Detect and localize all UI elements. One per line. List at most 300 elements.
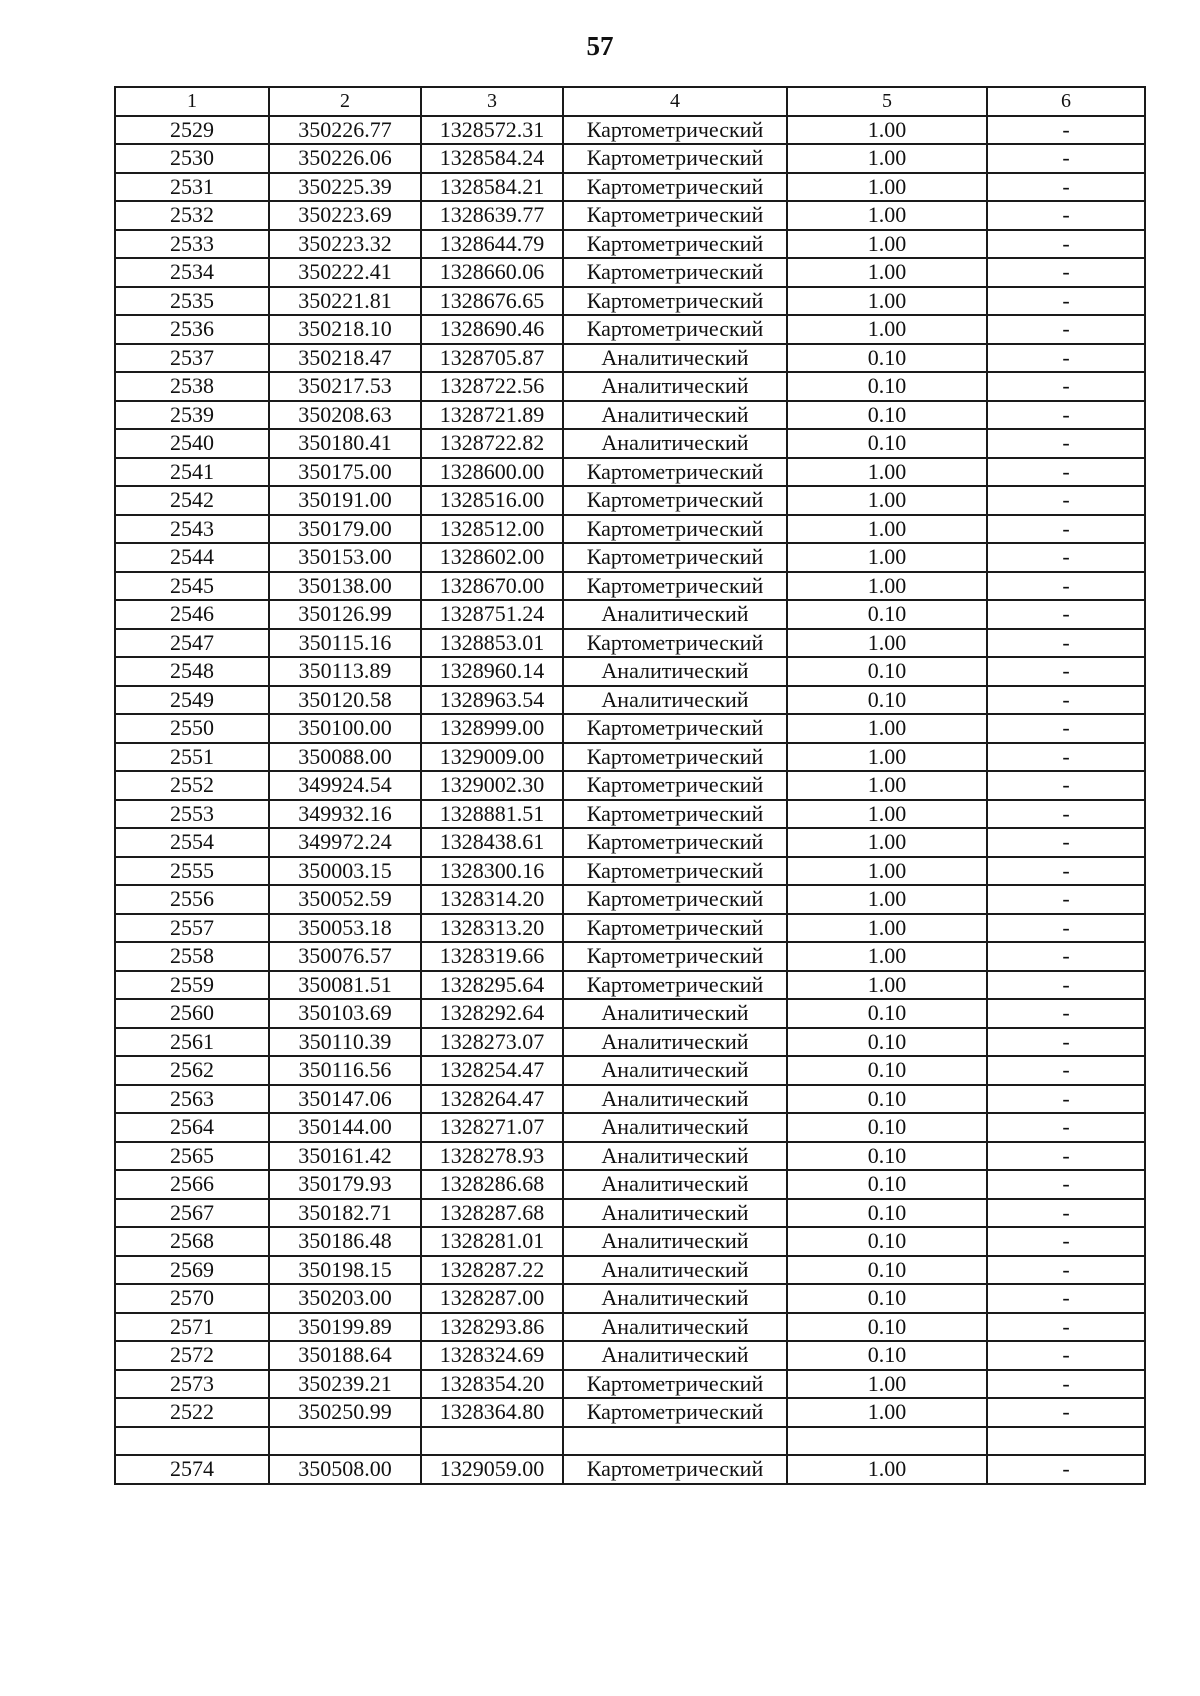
note-cell: - [987, 1085, 1145, 1114]
x-coordinate-cell: 350199.89 [269, 1313, 421, 1342]
x-coordinate-cell: 350161.42 [269, 1142, 421, 1171]
accuracy-cell: 1.00 [787, 857, 987, 886]
x-coordinate-cell: 350053.18 [269, 914, 421, 943]
point-number-cell: 2529 [115, 116, 269, 145]
accuracy-cell: 0.10 [787, 600, 987, 629]
note-cell: - [987, 1256, 1145, 1285]
point-number-cell: 2546 [115, 600, 269, 629]
table-row [115, 1341, 1145, 1370]
table-row [115, 401, 1145, 430]
x-coordinate-cell: 350198.15 [269, 1256, 421, 1285]
y-coordinate-cell: 1328354.20 [421, 1370, 563, 1399]
method-cell: Аналитический [563, 429, 787, 458]
point-number-cell: 2563 [115, 1085, 269, 1114]
accuracy-cell [787, 1427, 987, 1456]
accuracy-cell: 0.10 [787, 1284, 987, 1313]
method-cell: Картометрический [563, 458, 787, 487]
method-cell: Аналитический [563, 1113, 787, 1142]
note-cell: - [987, 230, 1145, 259]
table-row [115, 1227, 1145, 1256]
method-cell: Аналитический [563, 344, 787, 373]
y-coordinate-cell: 1328690.46 [421, 315, 563, 344]
point-number-cell: 2543 [115, 515, 269, 544]
method-cell: Картометрический [563, 942, 787, 971]
y-coordinate-cell: 1329002.30 [421, 771, 563, 800]
method-cell: Картометрический [563, 287, 787, 316]
table-row [115, 942, 1145, 971]
y-coordinate-cell: 1329059.00 [421, 1455, 563, 1484]
accuracy-cell: 0.10 [787, 1256, 987, 1285]
x-coordinate-cell: 350175.00 [269, 458, 421, 487]
y-coordinate-cell: 1328999.00 [421, 714, 563, 743]
y-coordinate-cell: 1328364.80 [421, 1398, 563, 1427]
x-coordinate-cell: 350188.64 [269, 1341, 421, 1370]
note-cell: - [987, 743, 1145, 772]
table-row [115, 1398, 1145, 1427]
x-coordinate-cell: 350225.39 [269, 173, 421, 202]
accuracy-cell: 1.00 [787, 1398, 987, 1427]
x-coordinate-cell: 350103.69 [269, 999, 421, 1028]
table-row [115, 800, 1145, 829]
method-cell: Картометрический [563, 914, 787, 943]
accuracy-cell: 1.00 [787, 230, 987, 259]
y-coordinate-cell: 1328281.01 [421, 1227, 563, 1256]
x-coordinate-cell: 350203.00 [269, 1284, 421, 1313]
method-cell: Аналитический [563, 401, 787, 430]
note-cell: - [987, 486, 1145, 515]
point-number-cell: 2551 [115, 743, 269, 772]
point-number-cell: 2571 [115, 1313, 269, 1342]
method-cell: Картометрический [563, 258, 787, 287]
point-number-cell: 2533 [115, 230, 269, 259]
table-row [115, 999, 1145, 1028]
accuracy-cell: 1.00 [787, 515, 987, 544]
accuracy-cell: 0.10 [787, 1113, 987, 1142]
y-coordinate-cell: 1328516.00 [421, 486, 563, 515]
point-number-cell: 2569 [115, 1256, 269, 1285]
y-coordinate-cell: 1328293.86 [421, 1313, 563, 1342]
accuracy-cell: 0.10 [787, 999, 987, 1028]
method-cell: Картометрический [563, 315, 787, 344]
y-coordinate-cell: 1329009.00 [421, 743, 563, 772]
note-cell [987, 1427, 1145, 1456]
point-number-cell: 2536 [115, 315, 269, 344]
y-coordinate-cell: 1328721.89 [421, 401, 563, 430]
method-cell: Аналитический [563, 999, 787, 1028]
point-number-cell: 2555 [115, 857, 269, 886]
accuracy-cell: 1.00 [787, 315, 987, 344]
table-row [115, 1284, 1145, 1313]
x-coordinate-cell: 350088.00 [269, 743, 421, 772]
y-coordinate-cell: 1328313.20 [421, 914, 563, 943]
point-number-cell: 2566 [115, 1170, 269, 1199]
table-row [115, 201, 1145, 230]
note-cell: - [987, 1056, 1145, 1085]
method-cell: Картометрический [563, 1398, 787, 1427]
accuracy-cell: 1.00 [787, 486, 987, 515]
accuracy-cell: 1.00 [787, 572, 987, 601]
table-header-row [115, 87, 1145, 116]
method-cell: Аналитический [563, 1227, 787, 1256]
accuracy-cell: 1.00 [787, 287, 987, 316]
method-cell: Картометрический [563, 543, 787, 572]
accuracy-cell: 0.10 [787, 1170, 987, 1199]
method-cell: Картометрический [563, 714, 787, 743]
table-row [115, 287, 1145, 316]
table-row [115, 572, 1145, 601]
table-row [115, 429, 1145, 458]
note-cell: - [987, 1455, 1145, 1484]
x-coordinate-cell: 350147.06 [269, 1085, 421, 1114]
y-coordinate-cell: 1328286.68 [421, 1170, 563, 1199]
note-cell: - [987, 714, 1145, 743]
y-coordinate-cell: 1328512.00 [421, 515, 563, 544]
point-number-cell: 2559 [115, 971, 269, 1000]
x-coordinate-cell: 350222.41 [269, 258, 421, 287]
point-number-cell: 2544 [115, 543, 269, 572]
x-coordinate-cell: 350508.00 [269, 1455, 421, 1484]
y-coordinate-cell: 1328881.51 [421, 800, 563, 829]
table-row [115, 1028, 1145, 1057]
y-coordinate-cell: 1328639.77 [421, 201, 563, 230]
method-cell: Аналитический [563, 372, 787, 401]
method-cell: Картометрический [563, 828, 787, 857]
accuracy-cell: 1.00 [787, 116, 987, 145]
y-coordinate-cell: 1328676.65 [421, 287, 563, 316]
table-body [115, 116, 1145, 1484]
point-number-cell: 2550 [115, 714, 269, 743]
y-coordinate-cell: 1328600.00 [421, 458, 563, 487]
y-coordinate-cell: 1328254.47 [421, 1056, 563, 1085]
column-header-6: 6 [987, 87, 1145, 116]
method-cell: Аналитический [563, 1284, 787, 1313]
note-cell: - [987, 144, 1145, 173]
note-cell: - [987, 1113, 1145, 1142]
x-coordinate-cell: 350120.58 [269, 686, 421, 715]
note-cell: - [987, 629, 1145, 658]
accuracy-cell: 1.00 [787, 771, 987, 800]
note-cell: - [987, 1227, 1145, 1256]
note-cell: - [987, 1170, 1145, 1199]
x-coordinate-cell: 350179.93 [269, 1170, 421, 1199]
y-coordinate-cell: 1328287.00 [421, 1284, 563, 1313]
accuracy-cell: 1.00 [787, 914, 987, 943]
accuracy-cell: 1.00 [787, 885, 987, 914]
table-row [115, 714, 1145, 743]
point-number-cell: 2561 [115, 1028, 269, 1057]
method-cell [563, 1427, 787, 1456]
method-cell: Аналитический [563, 1256, 787, 1285]
point-number-cell: 2542 [115, 486, 269, 515]
point-number-cell: 2564 [115, 1113, 269, 1142]
x-coordinate-cell: 350226.77 [269, 116, 421, 145]
column-header-5: 5 [787, 87, 987, 116]
table-row [115, 1313, 1145, 1342]
accuracy-cell: 1.00 [787, 258, 987, 287]
x-coordinate-cell: 350186.48 [269, 1227, 421, 1256]
table-row [115, 857, 1145, 886]
point-number-cell: 2565 [115, 1142, 269, 1171]
method-cell: Картометрический [563, 116, 787, 145]
x-coordinate-cell: 350113.89 [269, 657, 421, 686]
accuracy-cell: 0.10 [787, 1028, 987, 1057]
note-cell: - [987, 572, 1145, 601]
table-row [115, 1455, 1145, 1484]
x-coordinate-cell: 349924.54 [269, 771, 421, 800]
point-number-cell: 2531 [115, 173, 269, 202]
y-coordinate-cell: 1328853.01 [421, 629, 563, 658]
table-row [115, 315, 1145, 344]
note-cell: - [987, 942, 1145, 971]
x-coordinate-cell: 350100.00 [269, 714, 421, 743]
y-coordinate-cell: 1328324.69 [421, 1341, 563, 1370]
point-number-cell: 2541 [115, 458, 269, 487]
table-row [115, 515, 1145, 544]
accuracy-cell: 0.10 [787, 1227, 987, 1256]
note-cell: - [987, 372, 1145, 401]
x-coordinate-cell: 350223.69 [269, 201, 421, 230]
accuracy-cell: 0.10 [787, 1142, 987, 1171]
accuracy-cell: 0.10 [787, 401, 987, 430]
table-row [115, 116, 1145, 145]
y-coordinate-cell: 1328602.00 [421, 543, 563, 572]
table-row [115, 1199, 1145, 1228]
note-cell: - [987, 686, 1145, 715]
table-row [115, 1256, 1145, 1285]
x-coordinate-cell [269, 1427, 421, 1456]
method-cell: Картометрический [563, 144, 787, 173]
table-row [115, 1056, 1145, 1085]
point-number-cell: 2534 [115, 258, 269, 287]
table-row [115, 1142, 1145, 1171]
note-cell: - [987, 258, 1145, 287]
table-row [115, 743, 1145, 772]
y-coordinate-cell: 1328264.47 [421, 1085, 563, 1114]
point-number-cell: 2539 [115, 401, 269, 430]
accuracy-cell: 0.10 [787, 686, 987, 715]
method-cell: Аналитический [563, 1170, 787, 1199]
x-coordinate-cell: 350144.00 [269, 1113, 421, 1142]
column-header-2: 2 [269, 87, 421, 116]
table-row [115, 1085, 1145, 1114]
y-coordinate-cell: 1328278.93 [421, 1142, 563, 1171]
note-cell: - [987, 971, 1145, 1000]
accuracy-cell: 0.10 [787, 1085, 987, 1114]
note-cell: - [987, 1398, 1145, 1427]
y-coordinate-cell: 1328572.31 [421, 116, 563, 145]
method-cell: Картометрический [563, 230, 787, 259]
point-number-cell: 2558 [115, 942, 269, 971]
table-row [115, 458, 1145, 487]
point-number-cell: 2567 [115, 1199, 269, 1228]
point-number-cell: 2552 [115, 771, 269, 800]
y-coordinate-cell: 1328287.68 [421, 1199, 563, 1228]
note-cell: - [987, 600, 1145, 629]
y-coordinate-cell: 1328271.07 [421, 1113, 563, 1142]
note-cell: - [987, 287, 1145, 316]
x-coordinate-cell: 350226.06 [269, 144, 421, 173]
accuracy-cell: 1.00 [787, 800, 987, 829]
method-cell: Картометрический [563, 771, 787, 800]
accuracy-cell: 1.00 [787, 201, 987, 230]
x-coordinate-cell: 349972.24 [269, 828, 421, 857]
y-coordinate-cell: 1328300.16 [421, 857, 563, 886]
method-cell: Картометрический [563, 885, 787, 914]
accuracy-cell: 0.10 [787, 1341, 987, 1370]
y-coordinate-cell: 1328295.64 [421, 971, 563, 1000]
accuracy-cell: 1.00 [787, 1455, 987, 1484]
y-coordinate-cell: 1328751.24 [421, 600, 563, 629]
note-cell: - [987, 999, 1145, 1028]
x-coordinate-cell: 350182.71 [269, 1199, 421, 1228]
table-row [115, 1427, 1145, 1456]
accuracy-cell: 0.10 [787, 1313, 987, 1342]
note-cell: - [987, 828, 1145, 857]
y-coordinate-cell: 1328438.61 [421, 828, 563, 857]
note-cell: - [987, 116, 1145, 145]
point-number-cell: 2557 [115, 914, 269, 943]
point-number-cell: 2535 [115, 287, 269, 316]
y-coordinate-cell: 1328292.64 [421, 999, 563, 1028]
note-cell: - [987, 173, 1145, 202]
table-row [115, 629, 1145, 658]
point-number-cell: 2532 [115, 201, 269, 230]
point-number-cell: 2522 [115, 1398, 269, 1427]
method-cell: Аналитический [563, 1028, 787, 1057]
x-coordinate-cell: 349932.16 [269, 800, 421, 829]
method-cell: Аналитический [563, 1341, 787, 1370]
accuracy-cell: 1.00 [787, 1370, 987, 1399]
table-row [115, 173, 1145, 202]
page-number: 57 [586, 31, 614, 61]
accuracy-cell: 1.00 [787, 828, 987, 857]
y-coordinate-cell: 1328319.66 [421, 942, 563, 971]
method-cell: Аналитический [563, 600, 787, 629]
method-cell: Аналитический [563, 686, 787, 715]
table-row [115, 885, 1145, 914]
accuracy-cell: 1.00 [787, 942, 987, 971]
table-row [115, 230, 1145, 259]
x-coordinate-cell: 350217.53 [269, 372, 421, 401]
y-coordinate-cell: 1328287.22 [421, 1256, 563, 1285]
table-row [115, 144, 1145, 173]
point-number-cell: 2572 [115, 1341, 269, 1370]
table-row [115, 1170, 1145, 1199]
note-cell: - [987, 201, 1145, 230]
y-coordinate-cell: 1328722.82 [421, 429, 563, 458]
method-cell: Картометрический [563, 743, 787, 772]
accuracy-cell: 1.00 [787, 173, 987, 202]
x-coordinate-cell: 350179.00 [269, 515, 421, 544]
y-coordinate-cell: 1328960.14 [421, 657, 563, 686]
x-coordinate-cell: 350110.39 [269, 1028, 421, 1057]
accuracy-cell: 1.00 [787, 743, 987, 772]
point-number-cell: 2549 [115, 686, 269, 715]
note-cell: - [987, 914, 1145, 943]
y-coordinate-cell: 1328670.00 [421, 572, 563, 601]
note-cell: - [987, 1284, 1145, 1313]
x-coordinate-cell: 350250.99 [269, 1398, 421, 1427]
point-number-cell [115, 1427, 269, 1456]
point-number-cell: 2574 [115, 1455, 269, 1484]
method-cell: Картометрический [563, 173, 787, 202]
accuracy-cell: 1.00 [787, 714, 987, 743]
x-coordinate-cell: 350076.57 [269, 942, 421, 971]
x-coordinate-cell: 350115.16 [269, 629, 421, 658]
point-number-cell: 2556 [115, 885, 269, 914]
note-cell: - [987, 344, 1145, 373]
accuracy-cell: 1.00 [787, 144, 987, 173]
column-header-4: 4 [563, 87, 787, 116]
point-number-cell: 2545 [115, 572, 269, 601]
table-row [115, 1370, 1145, 1399]
accuracy-cell: 0.10 [787, 429, 987, 458]
x-coordinate-cell: 350239.21 [269, 1370, 421, 1399]
note-cell: - [987, 1370, 1145, 1399]
table-row [115, 1113, 1145, 1142]
y-coordinate-cell: 1328314.20 [421, 885, 563, 914]
accuracy-cell: 1.00 [787, 458, 987, 487]
x-coordinate-cell: 350138.00 [269, 572, 421, 601]
table-row [115, 344, 1145, 373]
accuracy-cell: 0.10 [787, 1056, 987, 1085]
method-cell: Картометрический [563, 971, 787, 1000]
note-cell: - [987, 429, 1145, 458]
note-cell: - [987, 1313, 1145, 1342]
point-number-cell: 2537 [115, 344, 269, 373]
method-cell: Картометрический [563, 857, 787, 886]
y-coordinate-cell: 1328722.56 [421, 372, 563, 401]
x-coordinate-cell: 350191.00 [269, 486, 421, 515]
y-coordinate-cell [421, 1427, 563, 1456]
point-number-cell: 2573 [115, 1370, 269, 1399]
table-row [115, 543, 1145, 572]
method-cell: Аналитический [563, 1056, 787, 1085]
note-cell: - [987, 515, 1145, 544]
y-coordinate-cell: 1328273.07 [421, 1028, 563, 1057]
note-cell: - [987, 1028, 1145, 1057]
note-cell: - [987, 857, 1145, 886]
accuracy-cell: 0.10 [787, 657, 987, 686]
method-cell: Картометрический [563, 1370, 787, 1399]
accuracy-cell: 1.00 [787, 971, 987, 1000]
note-cell: - [987, 885, 1145, 914]
table-row [115, 828, 1145, 857]
accuracy-cell: 0.10 [787, 1199, 987, 1228]
accuracy-cell: 0.10 [787, 344, 987, 373]
point-number-cell: 2560 [115, 999, 269, 1028]
x-coordinate-cell: 350180.41 [269, 429, 421, 458]
x-coordinate-cell: 350218.10 [269, 315, 421, 344]
note-cell: - [987, 543, 1145, 572]
point-number-cell: 2540 [115, 429, 269, 458]
x-coordinate-cell: 350126.99 [269, 600, 421, 629]
method-cell: Аналитический [563, 1085, 787, 1114]
method-cell: Картометрический [563, 1455, 787, 1484]
accuracy-cell: 1.00 [787, 629, 987, 658]
y-coordinate-cell: 1328584.24 [421, 144, 563, 173]
accuracy-cell: 0.10 [787, 372, 987, 401]
method-cell: Картометрический [563, 201, 787, 230]
y-coordinate-cell: 1328660.06 [421, 258, 563, 287]
x-coordinate-cell: 350116.56 [269, 1056, 421, 1085]
y-coordinate-cell: 1328705.87 [421, 344, 563, 373]
note-cell: - [987, 458, 1145, 487]
table-row [115, 971, 1145, 1000]
coordinates-table [114, 86, 1146, 1485]
x-coordinate-cell: 350052.59 [269, 885, 421, 914]
method-cell: Аналитический [563, 1142, 787, 1171]
